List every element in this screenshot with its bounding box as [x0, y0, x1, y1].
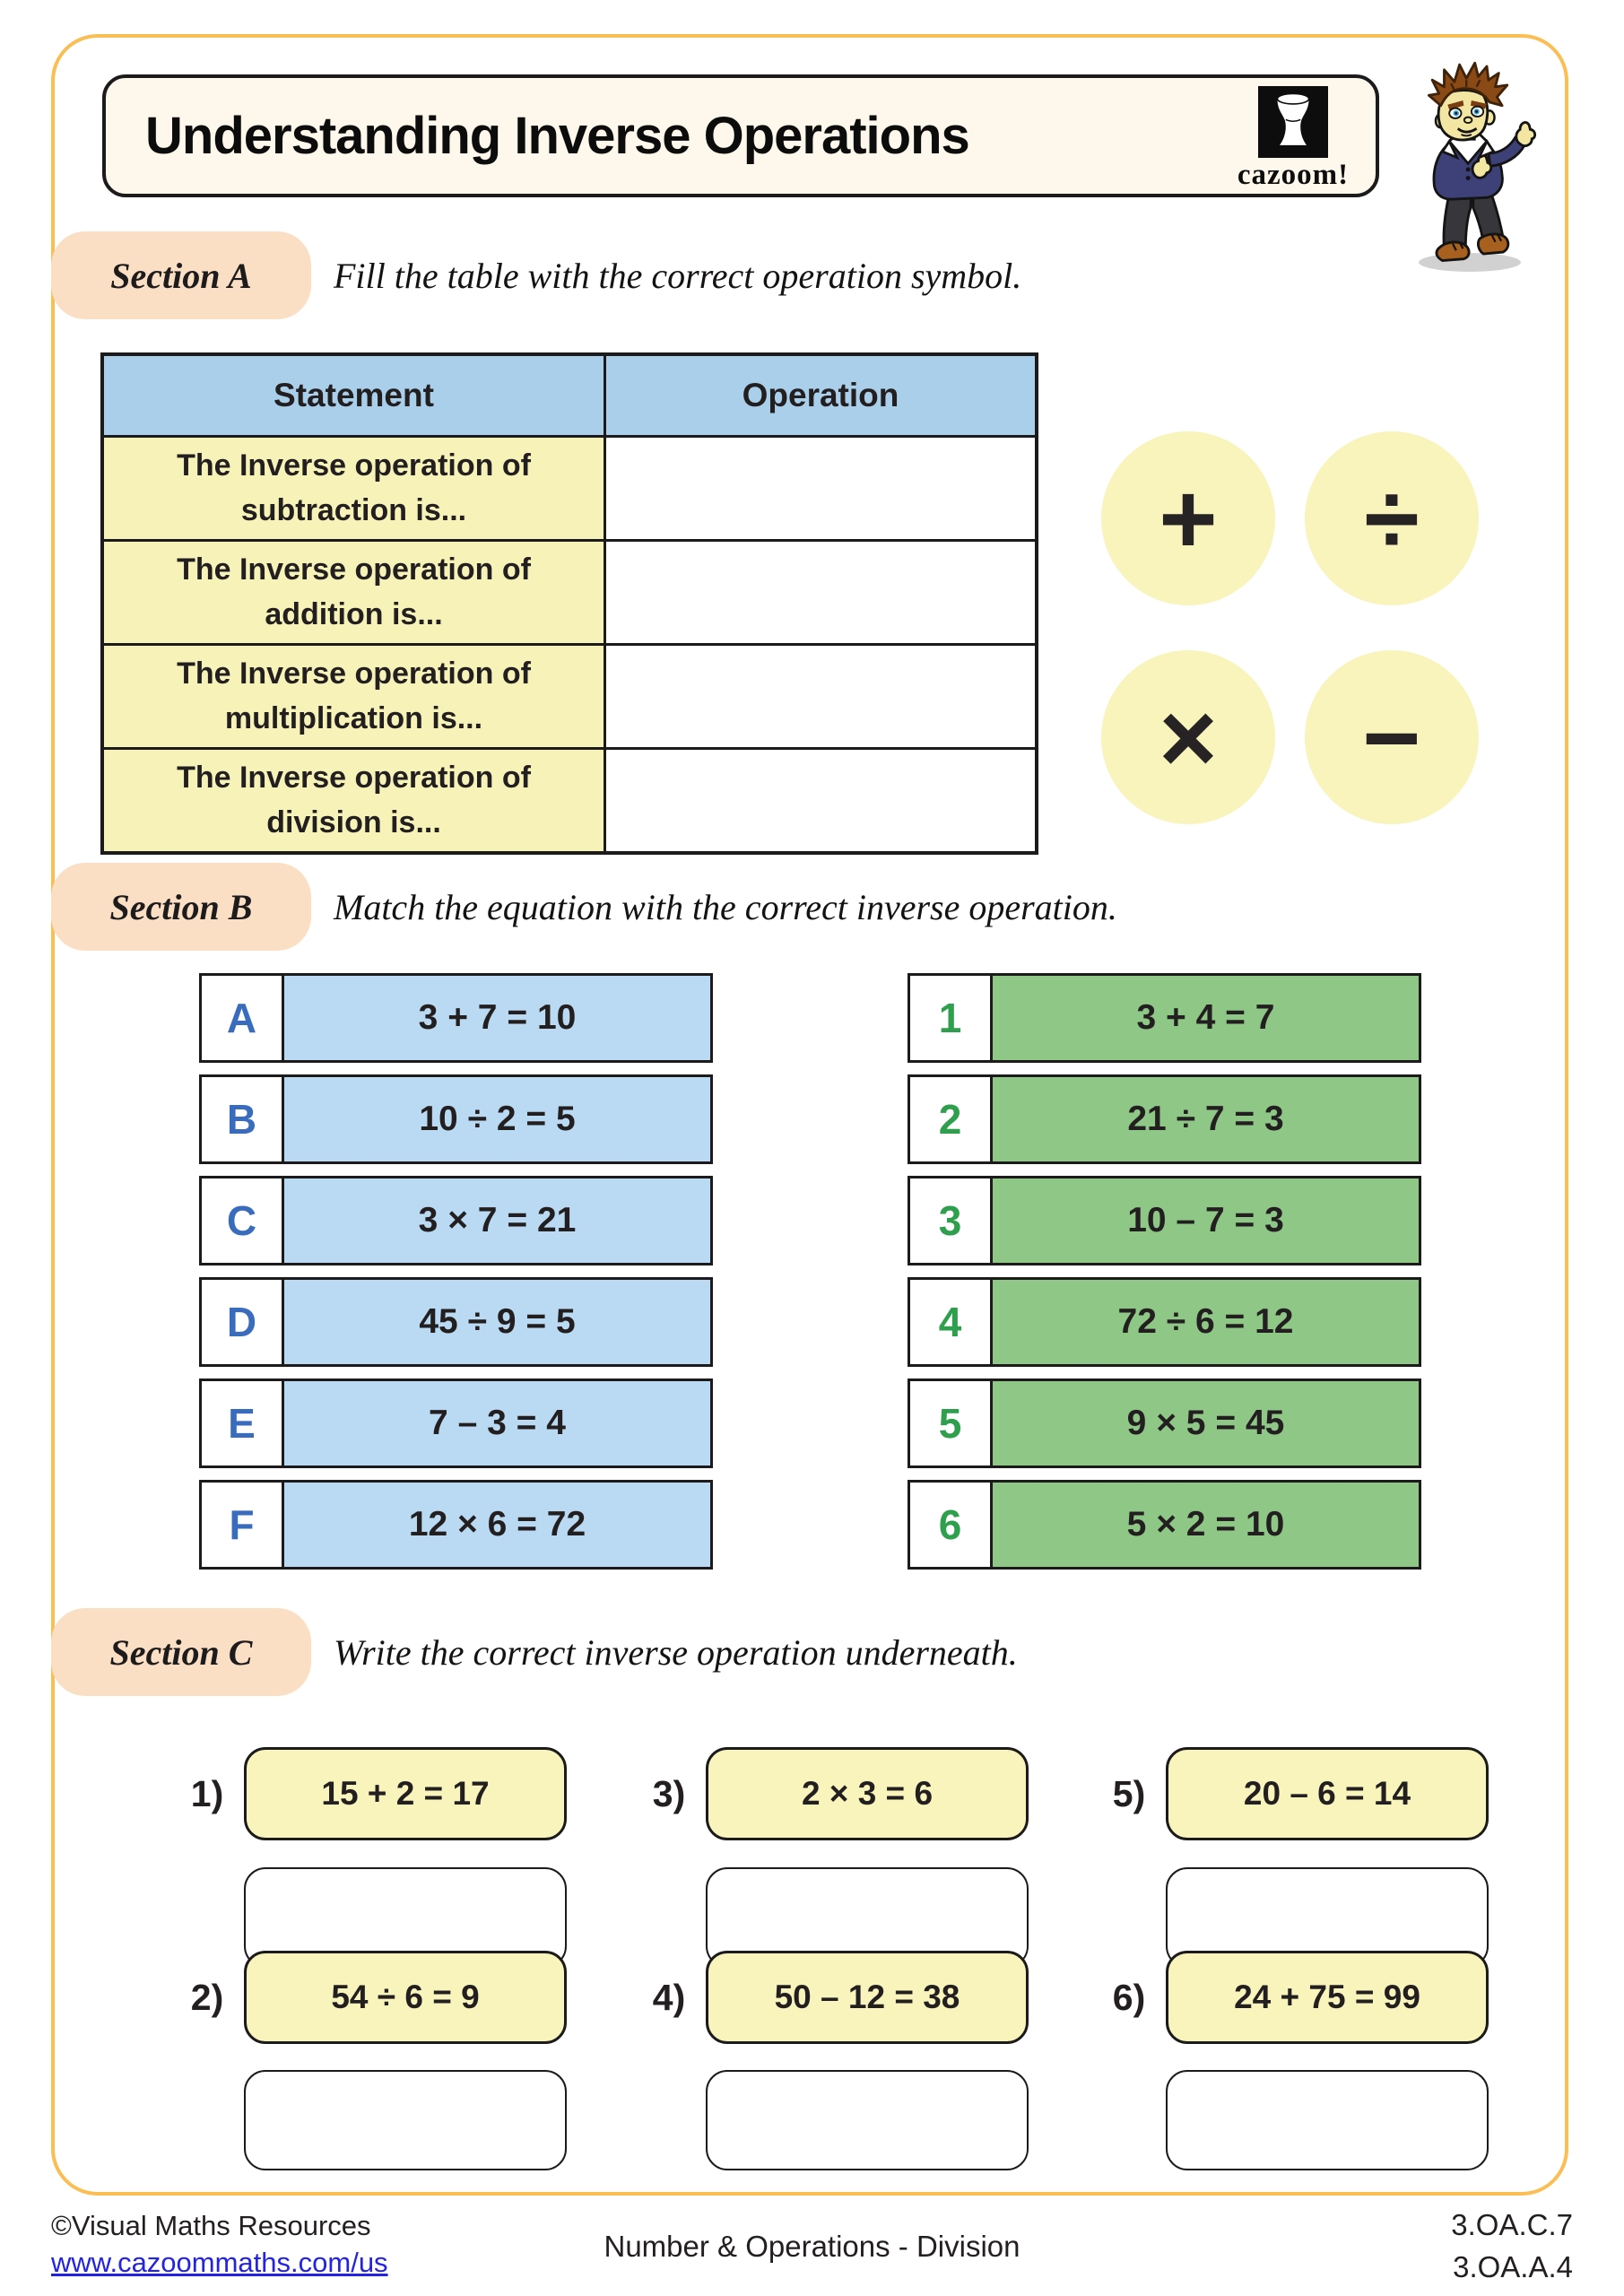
- section-c-instruction: Write the correct inverse operation underneath.: [334, 1631, 1018, 1673]
- problem-2-equation: 54 ÷ 6 = 9: [244, 1951, 567, 2044]
- footer-standards: [1451, 2205, 1573, 2289]
- plus-icon: +: [1159, 462, 1218, 575]
- match-key: 5: [908, 1378, 993, 1468]
- match-row-1: [908, 973, 1421, 1063]
- match-key: B: [199, 1074, 284, 1164]
- problem-1-number: 1): [190, 1772, 224, 1814]
- problem-6-number: 6): [1112, 1976, 1146, 2018]
- drum-icon: [1258, 86, 1328, 158]
- match-row-b: [199, 1074, 713, 1164]
- section-a-label: Section A: [51, 231, 311, 319]
- title-bar: [102, 74, 1379, 197]
- problem-2-answer-box[interactable]: [244, 2070, 567, 2170]
- match-equation: 45 ÷ 9 = 5: [282, 1277, 713, 1367]
- match-row-c: [199, 1176, 713, 1265]
- match-left-column: [199, 973, 713, 1581]
- problem-3-equation: 2 × 3 = 6: [706, 1747, 1029, 1840]
- section-a-instruction: Fill the table with the correct operation symbol.: [334, 255, 1022, 296]
- operation-answer-cell[interactable]: [606, 750, 1035, 851]
- match-row-5: [908, 1378, 1421, 1468]
- match-key: 6: [908, 1480, 993, 1570]
- problem-4-equation: 50 – 12 = 38: [706, 1951, 1029, 2044]
- match-key: F: [199, 1480, 284, 1570]
- match-equation: 5 × 2 = 10: [990, 1480, 1421, 1570]
- problem-5-number: 5): [1112, 1772, 1146, 1814]
- statement-cell: The Inverse operation of multiplication is...: [104, 646, 606, 747]
- operation-answer-cell[interactable]: [606, 438, 1035, 539]
- table-row: [104, 747, 1035, 851]
- operation-table: [100, 352, 1038, 855]
- problem-1-equation: 15 + 2 = 17: [244, 1747, 567, 1840]
- minus-icon: −: [1362, 681, 1421, 794]
- problem-6-answer-box[interactable]: [1166, 2070, 1489, 2170]
- table-header-row: [104, 356, 1035, 435]
- statement-header: Statement: [104, 356, 606, 435]
- match-equation: 9 × 5 = 45: [990, 1378, 1421, 1468]
- match-key: C: [199, 1176, 284, 1265]
- statement-cell: The Inverse operation of division is...: [104, 750, 606, 851]
- table-row: [104, 435, 1035, 539]
- minus-symbol-chip: [1305, 650, 1479, 824]
- match-row-e: [199, 1378, 713, 1468]
- problem-4-answer-box[interactable]: [706, 2070, 1029, 2170]
- match-equation: 10 – 7 = 3: [990, 1176, 1421, 1265]
- match-key: 1: [908, 973, 993, 1063]
- match-row-f: [199, 1480, 713, 1570]
- statement-cell: The Inverse operation of subtraction is...: [104, 438, 606, 539]
- copyright-text: ©Visual Maths Resources: [51, 2210, 371, 2241]
- match-key: A: [199, 973, 284, 1063]
- section-b-label: Section B: [51, 863, 311, 951]
- match-key: 4: [908, 1277, 993, 1367]
- cazoom-logo-text: cazoom!: [1237, 159, 1350, 191]
- problem-2-number: 2): [190, 1976, 224, 2018]
- table-row: [104, 643, 1035, 747]
- problem-3-number: 3): [652, 1772, 686, 1814]
- match-equation: 3 × 7 = 21: [282, 1176, 713, 1265]
- match-equation: 10 ÷ 2 = 5: [282, 1074, 713, 1164]
- multiply-icon: ×: [1159, 681, 1218, 794]
- match-row-4: [908, 1277, 1421, 1367]
- section-c-label: Section C: [51, 1608, 311, 1696]
- match-key: 2: [908, 1074, 993, 1164]
- match-key: D: [199, 1277, 284, 1367]
- section-b-instruction: Match the equation with the correct inverse operation.: [334, 886, 1117, 927]
- statement-cell: The Inverse operation of addition is...: [104, 542, 606, 643]
- match-right-column: [908, 973, 1421, 1581]
- standard-code-2: 3.OA.A.4: [1453, 2249, 1573, 2283]
- operation-answer-cell[interactable]: [606, 542, 1035, 643]
- cazoom-logo: [1212, 86, 1374, 192]
- problem-5-equation: 20 – 6 = 14: [1166, 1747, 1489, 1840]
- website-link[interactable]: www.cazoommaths.com/us: [51, 2246, 388, 2278]
- mascot-character: [1402, 56, 1538, 282]
- operation-header: Operation: [606, 356, 1035, 435]
- match-equation: 72 ÷ 6 = 12: [990, 1277, 1421, 1367]
- match-equation: 7 – 3 = 4: [282, 1378, 713, 1468]
- standard-code-1: 3.OA.C.7: [1451, 2208, 1573, 2241]
- match-row-d: [199, 1277, 713, 1367]
- divide-symbol-chip: [1305, 431, 1479, 605]
- divide-icon: ÷: [1364, 462, 1420, 575]
- operation-answer-cell[interactable]: [606, 646, 1035, 747]
- problem-6-equation: 24 + 75 = 99: [1166, 1951, 1489, 2044]
- footer-topic: Number & Operations - Division: [604, 2230, 1020, 2263]
- match-equation: 3 + 7 = 10: [282, 973, 713, 1063]
- match-equation: 21 ÷ 7 = 3: [990, 1074, 1421, 1164]
- page-title: Understanding Inverse Operations: [145, 107, 969, 165]
- match-row-3: [908, 1176, 1421, 1265]
- match-key: E: [199, 1378, 284, 1468]
- match-equation: 3 + 4 = 7: [990, 973, 1421, 1063]
- plus-symbol-chip: [1101, 431, 1275, 605]
- match-row-2: [908, 1074, 1421, 1164]
- match-key: 3: [908, 1176, 993, 1265]
- problem-4-number: 4): [652, 1976, 686, 2018]
- match-equation: 12 × 6 = 72: [282, 1480, 713, 1570]
- multiply-symbol-chip: [1101, 650, 1275, 824]
- match-row-a: [199, 973, 713, 1063]
- match-row-6: [908, 1480, 1421, 1570]
- table-row: [104, 539, 1035, 643]
